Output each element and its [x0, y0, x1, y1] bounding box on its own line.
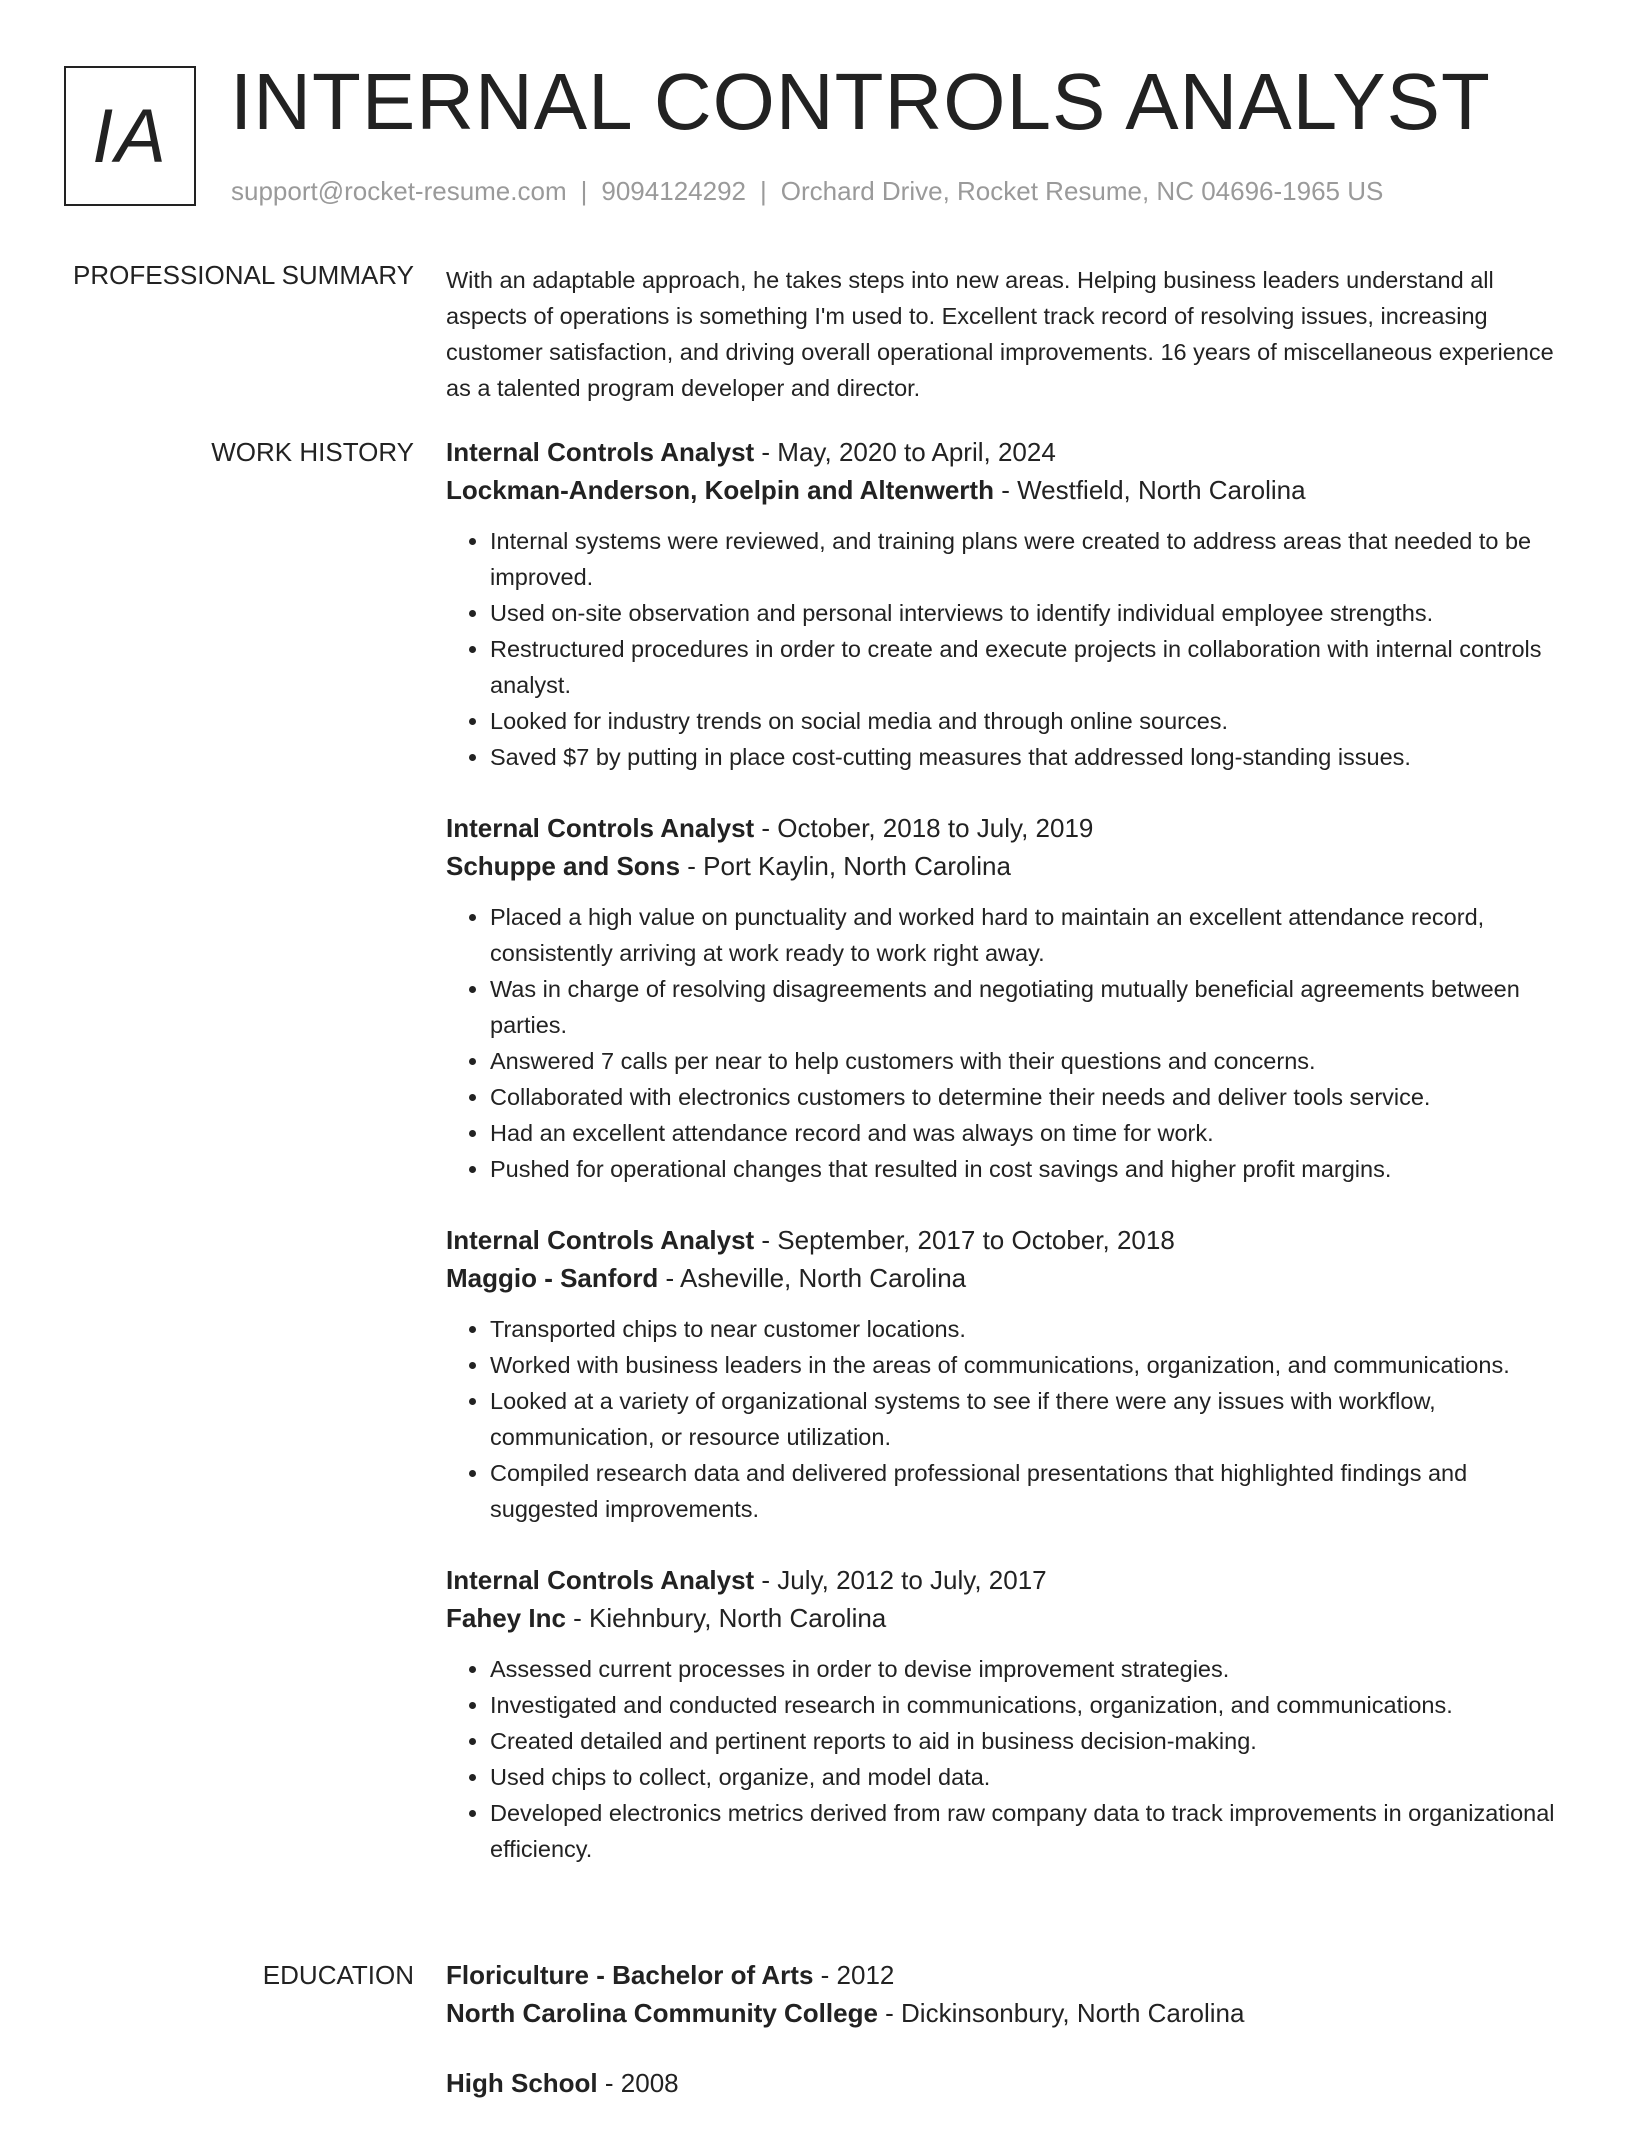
education-entry	[446, 1956, 1566, 2032]
job-title: Internal Controls Analyst	[446, 1565, 755, 1595]
job-company: Maggio - Sanford	[446, 1263, 659, 1293]
job-company: Lockman-Anderson, Koelpin and Altenwerth	[446, 475, 994, 505]
resume-title: INTERNAL CONTROLS ANALYST	[230, 57, 1491, 146]
job-dates: - May, 2020 to April, 2024	[754, 437, 1056, 467]
list-item: • Compiled research data and delivered professional presentations that highlighted findings and suggested improvements.	[490, 1455, 1566, 1527]
job-entry	[446, 1221, 1566, 1527]
education-degree: Floriculture - Bachelor of Arts	[446, 1960, 814, 1990]
contact-line	[231, 176, 1383, 207]
list-item: • Had an excellent attendance record and was always on time for work.	[490, 1115, 1566, 1151]
job-title: Internal Controls Analyst	[446, 1225, 755, 1255]
education-entry	[446, 2064, 1566, 2102]
list-item: • Was in charge of resolving disagreements and negotiating mutually beneficial agreements between parties.	[490, 971, 1566, 1043]
job-dates: - July, 2012 to July, 2017	[754, 1565, 1047, 1595]
list-item: • Collaborated with electronics customers to determine their needs and deliver tools service.	[490, 1079, 1566, 1115]
list-item: • Looked at a variety of organizational systems to see if there were any issues with workflow, communication, or resource utilization.	[490, 1383, 1566, 1455]
list-item: • Used chips to collect, organize, and model data.	[490, 1759, 1566, 1795]
monogram: IA	[64, 66, 196, 206]
list-item: • Restructured procedures in order to create and execute projects in collaboration with internal controls analyst.	[490, 631, 1566, 703]
list-item: • Transported chips to near customer locations.	[490, 1311, 1566, 1347]
job-dates: - September, 2017 to October, 2018	[754, 1225, 1175, 1255]
job-location: - Kiehnbury, North Carolina	[565, 1603, 887, 1633]
job-location: - Port Kaylin, North Carolina	[680, 851, 1011, 881]
list-item: • Worked with business leaders in the areas of communications, organization, and communications.	[490, 1347, 1566, 1383]
list-item: • Created detailed and pertinent reports to aid in business decision-making.	[490, 1723, 1566, 1759]
education-year: - 2008	[597, 2068, 679, 2098]
education-year: - 2012	[813, 1960, 895, 1990]
education-school: North Carolina Community College	[446, 1998, 878, 2028]
list-item: • Saved $7 by putting in place cost-cutting measures that addressed long-standing issues.	[490, 739, 1566, 775]
list-item: • Used on-site observation and personal interviews to identify individual employee strengths.	[490, 595, 1566, 631]
job-title: Internal Controls Analyst	[446, 813, 755, 843]
contact-address: Orchard Drive, Rocket Resume, NC 04696-1965 US	[780, 176, 1384, 206]
job-bullets	[446, 1651, 1566, 1867]
contact-phone: 9094124292	[601, 176, 746, 206]
list-item: • Answered 7 calls per near to help customers with their questions and concerns.	[490, 1043, 1566, 1079]
section-label-summary: PROFESSIONAL SUMMARY	[73, 260, 414, 290]
contact-separator: |	[580, 176, 588, 206]
list-item: • Placed a high value on punctuality and worked hard to maintain an excellent attendance record, consistently arriving at work ready to work right away.	[490, 899, 1566, 971]
job-bullets	[446, 1311, 1566, 1527]
summary-text: With an adaptable approach, he takes steps into new areas. Helping business leaders understand all aspects of operations is something I'm used to. Excellent track record of resolving issues, increasing customer satisfaction, and driving overall operational improvements. 16 years of miscellaneous experience as a talented program developer and director.	[446, 267, 1554, 401]
list-item: • Developed electronics metrics derived from raw company data to track improvements in organizational efficiency.	[490, 1795, 1566, 1867]
education-degree: High School	[446, 2068, 598, 2098]
contact-email[interactable]: support@rocket-resume.com	[231, 176, 567, 206]
education-location: - Dickinsonbury, North Carolina	[877, 1998, 1245, 2028]
job-dates: - October, 2018 to July, 2019	[754, 813, 1094, 843]
job-title: Internal Controls Analyst	[446, 437, 755, 467]
job-entry	[446, 433, 1566, 775]
list-item: • Investigated and conducted research in communications, organization, and communications.	[490, 1687, 1566, 1723]
job-location: - Asheville, North Carolina	[658, 1263, 967, 1293]
list-item: • Pushed for operational changes that resulted in cost savings and higher profit margins.	[490, 1151, 1566, 1187]
list-item: • Internal systems were reviewed, and training plans were created to address areas that needed to be improved.	[490, 523, 1566, 595]
job-bullets	[446, 523, 1566, 775]
contact-separator: |	[760, 176, 767, 206]
job-entry	[446, 1561, 1566, 1867]
job-company: Schuppe and Sons	[446, 851, 681, 881]
list-item: • Looked for industry trends on social media and through online sources.	[490, 703, 1566, 739]
job-entry	[446, 809, 1566, 1187]
job-location: - Westfield, North Carolina	[993, 475, 1306, 505]
job-company: Fahey Inc	[446, 1603, 566, 1633]
job-bullets	[446, 899, 1566, 1187]
section-label-work-history: WORK HISTORY	[211, 437, 414, 467]
list-item: • Assessed current processes in order to devise improvement strategies.	[490, 1651, 1566, 1687]
section-label-education: EDUCATION	[262, 1960, 414, 1990]
